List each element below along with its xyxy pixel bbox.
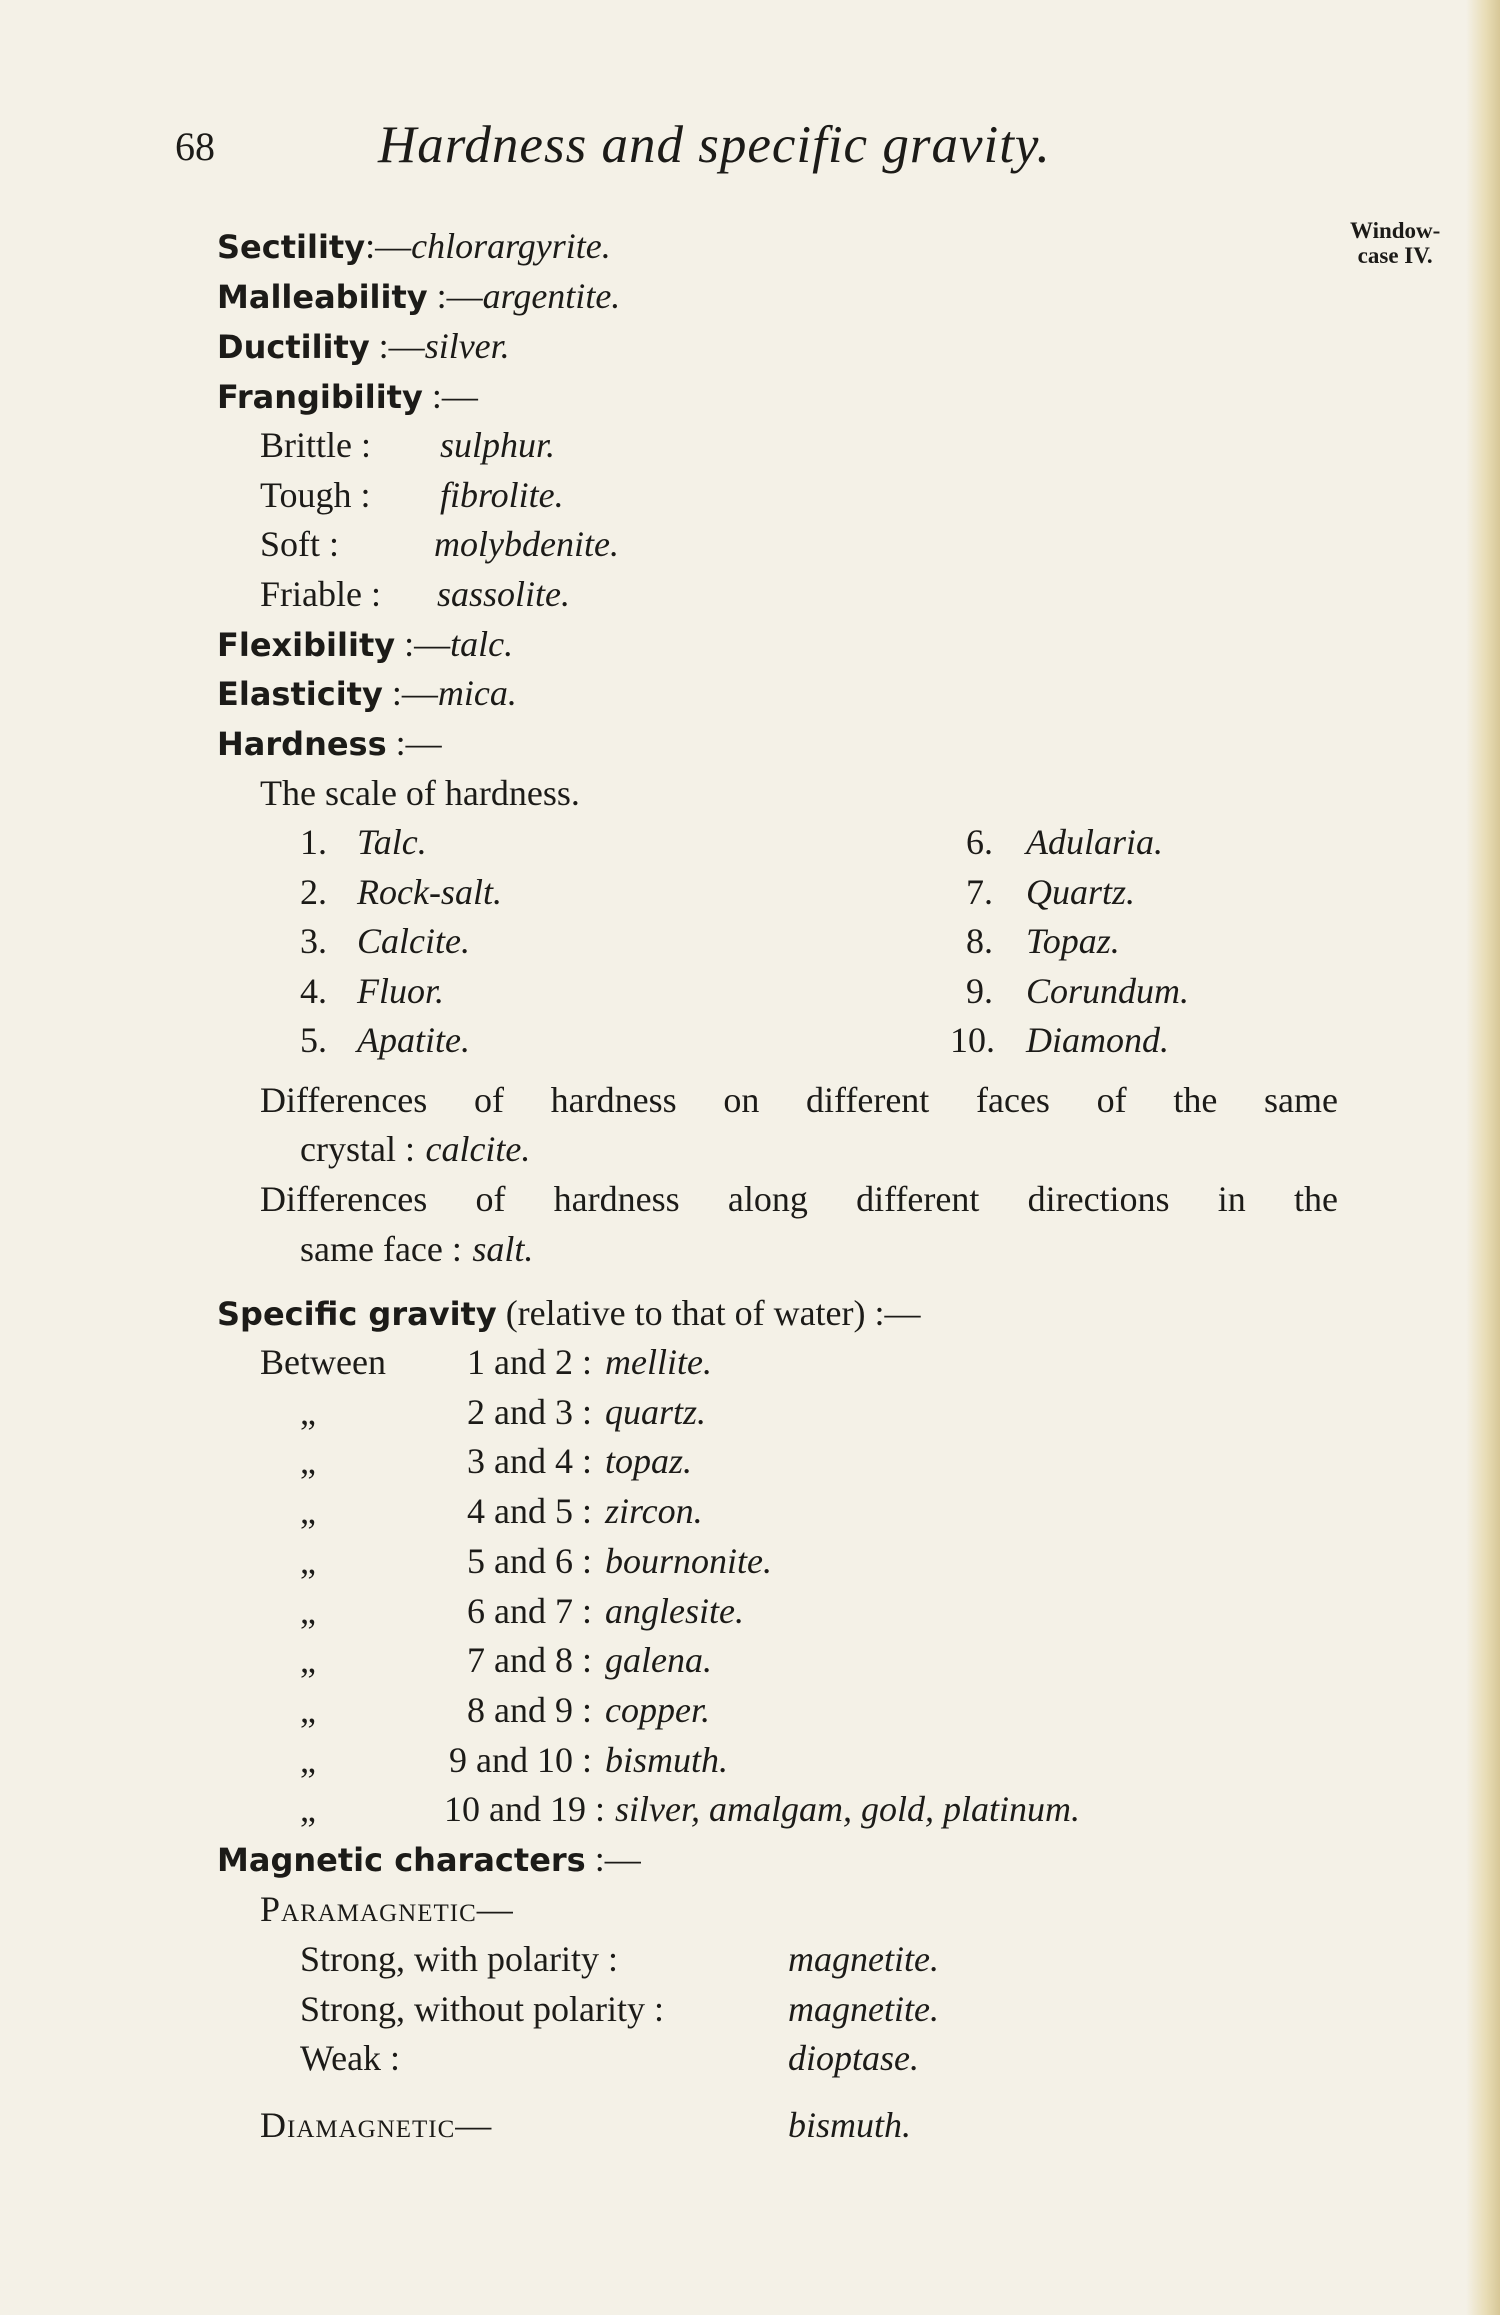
scale-item: 5. <box>300 1020 327 1060</box>
scale-item: 1. <box>300 822 327 862</box>
magnetic-row: Weak : <box>300 2038 401 2078</box>
sg-row-range: 1 and 2 : <box>467 1342 592 1382</box>
hardness-faces-note-line1: Differences of hardness on different faces of the same <box>260 1080 1338 1120</box>
page-edge-shadow <box>1466 0 1500 2315</box>
soft-line: Soft : <box>260 524 340 564</box>
sg-row-mineral: galena. <box>605 1640 712 1680</box>
scale-item-name: Fluor. <box>357 971 445 1011</box>
sg-row: „ <box>300 1740 316 1780</box>
scale-item: 8. <box>966 921 993 961</box>
diamagnetic-example: bismuth. <box>788 2105 912 2145</box>
margin-note <box>1350 218 1440 268</box>
sg-row: „ <box>300 1640 316 1680</box>
diamagnetic-heading: Diamagnetic— <box>260 2105 493 2145</box>
scale-item-name: Diamond. <box>1026 1020 1169 1060</box>
page-header <box>0 115 1500 185</box>
magnetic-row-example: magnetite. <box>788 1939 939 1979</box>
magnetic-row-example: dioptase. <box>788 2038 919 2078</box>
sg-row: „ <box>300 1392 316 1432</box>
brittle-example: sulphur. <box>440 425 556 465</box>
flexibility-line: Flexibility :—talc. <box>217 624 514 664</box>
scale-item-name: Talc. <box>357 822 427 862</box>
sg-row-mineral: mellite. <box>605 1342 712 1382</box>
sg-row-mineral: bismuth. <box>605 1740 729 1780</box>
sectility-line: Sectility:—chlorargyrite. <box>217 226 611 266</box>
scale-item: 3. <box>300 921 327 961</box>
margin-note-line1: Window- <box>1350 218 1441 243</box>
malleability-line: Malleability :—argentite. <box>217 276 621 316</box>
brittle-line: Brittle : <box>260 425 371 465</box>
hardness-directions-note-line1: Differences of hardness along different directions in the <box>260 1179 1338 1219</box>
magnetic-row-example: magnetite. <box>788 1989 939 2029</box>
sg-row: „ <box>300 1591 316 1631</box>
running-title: Hardness and specific gravity. <box>378 116 1051 174</box>
scale-item: 9. <box>966 971 993 1011</box>
sg-row-range: 7 and 8 : <box>467 1640 592 1680</box>
sg-row: „ <box>300 1690 316 1730</box>
sg-row-mineral: copper. <box>605 1690 710 1730</box>
sg-row: „ <box>300 1541 316 1581</box>
magnetic-row: Strong, without polarity : <box>300 1989 664 2029</box>
scale-item: 2. <box>300 872 327 912</box>
sg-row-range: 8 and 9 : <box>467 1690 592 1730</box>
magnetic-heading: Magnetic characters :— <box>217 1839 641 1879</box>
sg-row-range: 3 and 4 : <box>467 1441 592 1481</box>
paramagnetic-heading: Paramagnetic— <box>260 1889 514 1929</box>
scale-item: 4. <box>300 971 327 1011</box>
sg-row: „ <box>300 1441 316 1481</box>
scale-item-name: Topaz. <box>1026 921 1120 961</box>
soft-example: molybdenite. <box>434 524 619 564</box>
sg-row-range: 9 and 10 : <box>449 1740 592 1780</box>
scale-item-name: Calcite. <box>357 921 470 961</box>
margin-note-line2: case IV. <box>1357 243 1433 268</box>
scale-item-name: Adularia. <box>1026 822 1164 862</box>
specific-gravity-heading: Specific gravity (relative to that of water) :— <box>217 1293 921 1333</box>
sg-row-mineral: anglesite. <box>605 1591 744 1631</box>
tough-example: fibrolite. <box>440 475 564 515</box>
friable-example: sassolite. <box>437 574 571 614</box>
sg-row-mineral: zircon. <box>605 1491 703 1531</box>
elasticity-line: Elasticity :—mica. <box>217 673 517 713</box>
sg-row-mineral: bournonite. <box>605 1541 772 1581</box>
scale-item: 10. <box>950 1020 995 1060</box>
sg-row: „ <box>300 1789 316 1829</box>
scale-item-name: Quartz. <box>1026 872 1136 912</box>
sg-row-mineral: quartz. <box>605 1392 707 1432</box>
hardness-faces-note-line2: crystal : calcite. <box>300 1129 531 1169</box>
hardness-directions-note-line2: same face : salt. <box>300 1229 534 1269</box>
sg-row: Between <box>260 1342 386 1382</box>
scale-item-name: Corundum. <box>1026 971 1190 1011</box>
ductility-line: Ductility :—silver. <box>217 326 510 366</box>
sg-row-range: 5 and 6 : <box>467 1541 592 1581</box>
sg-row-mineral: silver, amalgam, gold, platinum. <box>615 1789 1080 1829</box>
sg-row-range: 4 and 5 : <box>467 1491 592 1531</box>
scale-item: 7. <box>966 872 993 912</box>
sectility-example: chlorargyrite. <box>411 226 611 266</box>
frangibility-line: Frangibility :— <box>217 376 478 416</box>
sg-row-mineral: topaz. <box>605 1441 693 1481</box>
page-number: 68 <box>175 124 215 169</box>
sg-row: „ <box>300 1491 316 1531</box>
magnetic-row: Strong, with polarity : <box>300 1939 618 1979</box>
scale-item-name: Rock-salt. <box>357 872 502 912</box>
sg-row-range: 6 and 7 : <box>467 1591 592 1631</box>
scale-item-name: Apatite. <box>357 1020 470 1060</box>
hardness-scale-caption: The scale of hardness. <box>260 773 580 813</box>
sg-row-range: 10 and 19 : <box>444 1789 605 1829</box>
scale-item: 6. <box>966 822 993 862</box>
tough-line: Tough : <box>260 475 371 515</box>
sg-row-range: 2 and 3 : <box>467 1392 592 1432</box>
friable-line: Friable : <box>260 574 381 614</box>
hardness-heading: Hardness :— <box>217 723 442 763</box>
